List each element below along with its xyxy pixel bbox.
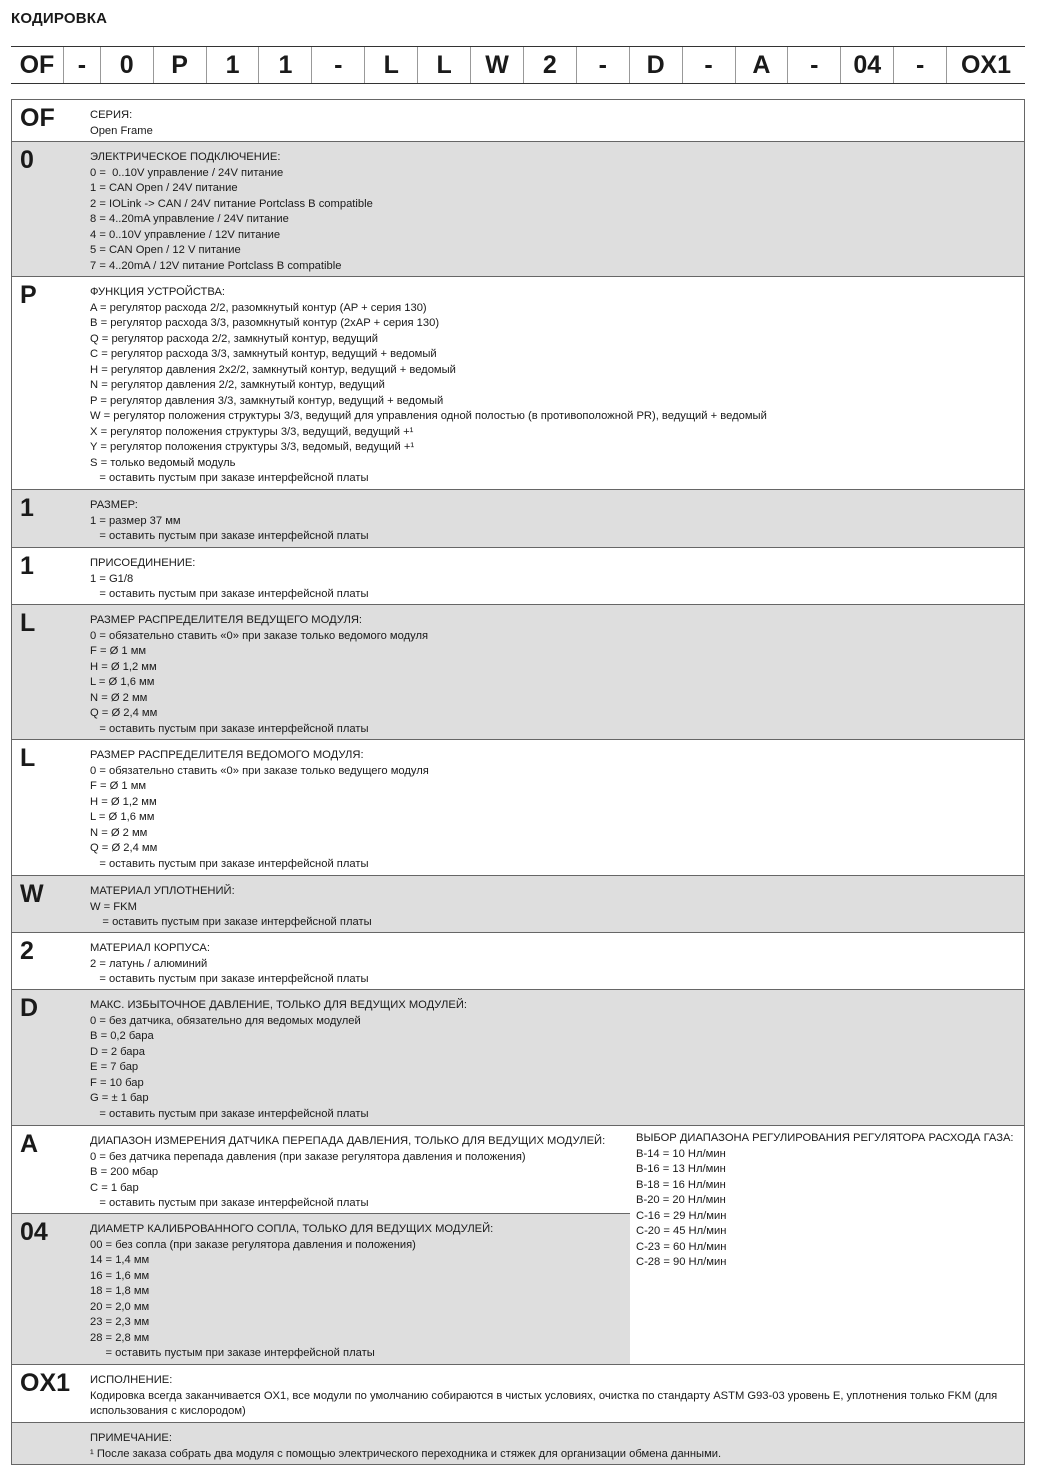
gas-range-line: C-20 = 45 Нл/мин — [636, 1225, 727, 1237]
row-option: = оставить пустым при заказе интерфейсной платы — [90, 857, 369, 870]
coding-row — [11, 932, 1025, 989]
coding-row — [11, 276, 1025, 489]
coding-row — [11, 141, 1025, 276]
gas-range-line: B-14 = 10 Нл/мин — [636, 1147, 726, 1160]
row-option: 1 = размер 37 мм — [90, 514, 181, 527]
row-option: B = 200 мбар — [90, 1166, 159, 1178]
row-option: F = Ø 1 мм — [90, 645, 147, 657]
row-code: 0 — [20, 146, 34, 174]
code-segment: 0 — [101, 47, 154, 83]
code-separator: - — [788, 47, 841, 83]
row-option: L = Ø 1,6 мм — [90, 811, 155, 823]
row-option: C = 1 бар — [90, 1181, 139, 1194]
row-option: 28 = 2,8 мм — [90, 1331, 150, 1344]
coding-row — [11, 604, 1025, 739]
row-option: H = регулятор давления 2x2/2, замкнутый контур, ведущий + ведомый — [90, 363, 456, 376]
gas-range-line: B-18 = 16 Нл/мин — [636, 1178, 726, 1191]
code-segment: W — [471, 47, 524, 83]
row-heading: МАТЕРИАЛ УПЛОТНЕНИЙ: — [90, 885, 235, 897]
table-frame-left — [11, 99, 12, 1465]
row-option: 16 = 1,6 мм — [90, 1269, 150, 1282]
row-option: Q = Ø 2,4 мм — [90, 842, 158, 854]
code-separator: - — [312, 47, 365, 83]
row-option: = оставить пустым при заказе интерфейсной платы — [90, 472, 369, 484]
row-option: B = 0,2 бара — [90, 1030, 154, 1042]
row-heading: РАЗМЕР РАСПРЕДЕЛИТЕЛЯ ВЕДОМОГО МОДУЛЯ: — [90, 749, 364, 761]
row-option: X = регулятор положения структуры 3/3, ведущий, ведущий +¹ — [90, 425, 414, 438]
row-option: Кодировка всегда заканчивается OX1, все модули по умолчанию собираются в чистых условиях, очистка по стандарту ASTM G93-03 уровень E, уплотнения только FKM (для использования с кислородом) — [90, 1389, 998, 1417]
row-code: A — [20, 1130, 39, 1158]
row-option: Q = Ø 2,4 мм — [90, 707, 158, 719]
row-code: L — [20, 609, 36, 637]
row-option: = оставить пустым при заказе интерфейсной платы — [90, 588, 369, 600]
row-heading: РАЗМЕР РАСПРЕДЕЛИТЕЛЯ ВЕДУЩЕГО МОДУЛЯ: — [90, 614, 363, 626]
coding-row — [11, 99, 1025, 141]
code-segment: A — [736, 47, 789, 83]
row-option: Y = регулятор положения структуры 3/3, ведомый, ведущий +¹ — [90, 441, 415, 453]
row-option: F = 10 бар — [90, 1076, 144, 1089]
row-option: Q = регулятор расхода 2/2, замкнутый контур, ведущий — [90, 332, 378, 345]
code-segment: L — [365, 47, 418, 83]
row-code: 04 — [20, 1218, 48, 1246]
row-option: 00 = без сопла (при заказе регулятора давления и положения) — [90, 1238, 416, 1251]
code-separator: - — [64, 47, 101, 83]
gas-range-line: C-23 = 60 Нл/мин — [636, 1240, 727, 1253]
row-option: N = Ø 2 мм — [90, 826, 148, 839]
row-code: L — [20, 744, 36, 772]
coding-row — [11, 875, 1025, 932]
row-description — [90, 1431, 1015, 1462]
row-option: = оставить пустым при заказе интерфейсной платы — [90, 722, 369, 735]
row-option: L = Ø 1,6 мм — [90, 676, 155, 688]
row-option: 8 = 4..20mA управление / 24V питание — [90, 213, 289, 225]
row-description — [90, 998, 1015, 1122]
gas-range-line: C-16 = 29 Нл/мин — [636, 1209, 727, 1222]
table-frame-bottom — [11, 1464, 1025, 1465]
row-option: 0 = 0..10V управление / 24V питание — [90, 166, 284, 179]
row-description — [90, 285, 1015, 487]
row-option: W = FKM — [90, 900, 137, 913]
row-option: H = Ø 1,2 мм — [90, 795, 157, 808]
row-heading: СЕРИЯ: — [90, 109, 133, 121]
row-option: B = регулятор расхода 3/3, разомкнутый контур (2xAP + серия 130) — [90, 317, 440, 329]
gas-range-line: B-16 = 13 Нл/мин — [636, 1163, 726, 1175]
coding-row — [11, 1364, 1025, 1422]
code-bar — [11, 46, 1025, 84]
row-code: 1 — [20, 494, 34, 522]
row-option: 5 = CAN Open / 12 V питание — [90, 244, 241, 256]
coding-row — [11, 739, 1025, 875]
code-segment: 04 — [841, 47, 894, 83]
row-heading: МАТЕРИАЛ КОРПУСА: — [90, 942, 210, 954]
row-option: 18 = 1,8 мм — [90, 1285, 150, 1297]
coding-row — [11, 1422, 1025, 1464]
row-heading: ЭЛЕКТРИЧЕСКОЕ ПОДКЛЮЧЕНИЕ: — [90, 151, 281, 163]
row-option: 2 = IOLink -> CAN / 24V питание Portclass B compatible — [90, 197, 373, 210]
row-option: 1 = G1/8 — [90, 572, 134, 585]
code-segment: P — [154, 47, 207, 83]
code-segment: 2 — [524, 47, 577, 83]
row-option: S = только ведомый модуль — [90, 456, 236, 469]
page-title: КОДИРОВКА — [11, 10, 108, 27]
row-heading: ФУНКЦИЯ УСТРОЙСТВА: — [90, 286, 226, 298]
row-option: G = ± 1 бар — [90, 1092, 149, 1104]
row-heading: ДИАПАЗОН ИЗМЕРЕНИЯ ДАТЧИКА ПЕРЕПАДА ДАВЛЕНИЯ, ТОЛЬКО ДЛЯ ВЕДУЩИХ МОДУЛЕЙ: — [90, 1135, 606, 1147]
row-option: 23 = 2,3 мм — [90, 1316, 150, 1328]
row-code: W — [20, 880, 44, 908]
row-description — [90, 941, 1015, 988]
row-option: 0 = без датчика, обязательно для ведомых модулей — [90, 1014, 361, 1027]
row-option: F = Ø 1 мм — [90, 780, 147, 792]
row-heading: ИСПОЛНЕНИЕ: — [90, 1374, 173, 1386]
table-frame-right — [1024, 99, 1025, 1465]
row-code: 1 — [20, 552, 34, 580]
code-separator: - — [894, 47, 947, 83]
row-code: D — [20, 994, 39, 1022]
row-option: = оставить пустым при заказе интерфейсной платы — [90, 1197, 369, 1209]
coding-row — [11, 489, 1025, 547]
row-option: D = 2 бара — [90, 1045, 145, 1058]
row-option: = оставить пустым при заказе интерфейсной платы — [90, 1107, 369, 1120]
row-heading: РАЗМЕР: — [90, 499, 138, 511]
gas-range-line: B-20 = 20 Нл/мин — [636, 1194, 726, 1206]
row-option: = оставить пустым при заказе интерфейсной платы — [90, 973, 369, 985]
row-option: = оставить пустым при заказе интерфейсной платы — [90, 530, 369, 542]
row-description — [90, 498, 1015, 545]
row-option: = оставить пустым при заказе интерфейсной платы — [90, 1347, 375, 1359]
row-heading: ПРИМЕЧАНИЕ: — [90, 1432, 172, 1444]
row-option: 14 = 1,4 мм — [90, 1254, 150, 1266]
row-option: A = регулятор расхода 2/2, разомкнутый контур (AP + серия 130) — [90, 301, 427, 314]
row-option: 0 = обязательно ставить «0» при заказе только ведомого модуля — [90, 629, 429, 642]
row-option: P = регулятор давления 3/3, замкнутый контур, ведущий + ведомый — [90, 394, 444, 407]
row-code: OX1 — [20, 1369, 71, 1397]
row-option: N = Ø 2 мм — [90, 691, 148, 704]
coding-row — [11, 989, 1025, 1125]
row-option: 7 = 4..20mA / 12V питание Portclass B compatible — [90, 259, 342, 272]
code-segment: OF — [11, 47, 64, 83]
row-option: 4 = 0..10V управление / 12V питание — [90, 228, 281, 241]
row-option: C = регулятор расхода 3/3, замкнутый контур, ведущий + ведомый — [90, 348, 437, 360]
row-option: N = регулятор давления 2/2, замкнутый контур, ведущий — [90, 379, 385, 391]
row-code: OF — [20, 104, 55, 132]
coding-row — [11, 1213, 630, 1364]
row-option: W = регулятор положения структуры 3/3, ведущий для управления одной полостью (в противоположной PR), ведущий + ведомый — [90, 410, 767, 422]
code-separator: - — [683, 47, 736, 83]
row-option: = оставить пустым при заказе интерфейсной платы — [90, 916, 372, 928]
row-option: ¹ После заказа собрать два модуля с помощью электрического переходника и стяжек для организации обмена данными. — [90, 1447, 722, 1460]
row-description — [90, 884, 1015, 931]
code-segment: L — [418, 47, 471, 83]
row-code: P — [20, 281, 37, 309]
row-description — [90, 613, 1015, 737]
code-segment: OX1 — [960, 50, 1011, 79]
row-description — [90, 556, 1015, 603]
gas-range-head: ВЫБОР ДИАПАЗОНА РЕГУЛИРОВАНИЯ РЕГУЛЯТОРА РАСХОДА ГАЗА: — [636, 1132, 1014, 1144]
code-separator: - — [577, 47, 630, 83]
row-option: 2 = латунь / алюминий — [90, 957, 208, 970]
row-description — [90, 108, 1015, 139]
row-description — [90, 1373, 1015, 1420]
row-heading: МАКС. ИЗБЫТОЧНОЕ ДАВЛЕНИЕ, ТОЛЬКО ДЛЯ ВЕДУЩИХ МОДУЛЕЙ: — [90, 999, 467, 1011]
row-option: 0 = без датчика перепада давления (при заказе регулятора давления и положения) — [90, 1150, 526, 1163]
code-segment: 1 — [259, 47, 312, 83]
row-code: 2 — [20, 937, 34, 965]
row-heading: ПРИСОЕДИНЕНИЕ: — [90, 557, 196, 569]
row-heading: ДИАМЕТР КАЛИБРОВАННОГО СОПЛА, ТОЛЬКО ДЛЯ ВЕДУЩИХ МОДУЛЕЙ: — [90, 1223, 494, 1235]
row-option: Open Frame — [90, 124, 153, 137]
gas-range-box — [636, 1131, 1014, 1271]
row-option: 1 = CAN Open / 24V питание — [90, 182, 238, 194]
coding-row — [11, 547, 1025, 604]
gas-range-line: C-28 = 90 Нл/мин — [636, 1256, 727, 1268]
row-description — [90, 748, 1015, 872]
row-option: 20 = 2,0 мм — [90, 1300, 150, 1313]
code-segment: 1 — [207, 47, 260, 83]
code-segment: D — [630, 47, 683, 83]
row-option: E = 7 бар — [90, 1061, 139, 1073]
row-description — [90, 150, 1015, 274]
row-option: 0 = обязательно ставить «0» при заказе только ведущего модуля — [90, 764, 429, 777]
row-option: H = Ø 1,2 мм — [90, 660, 157, 673]
row-description — [90, 1222, 620, 1362]
